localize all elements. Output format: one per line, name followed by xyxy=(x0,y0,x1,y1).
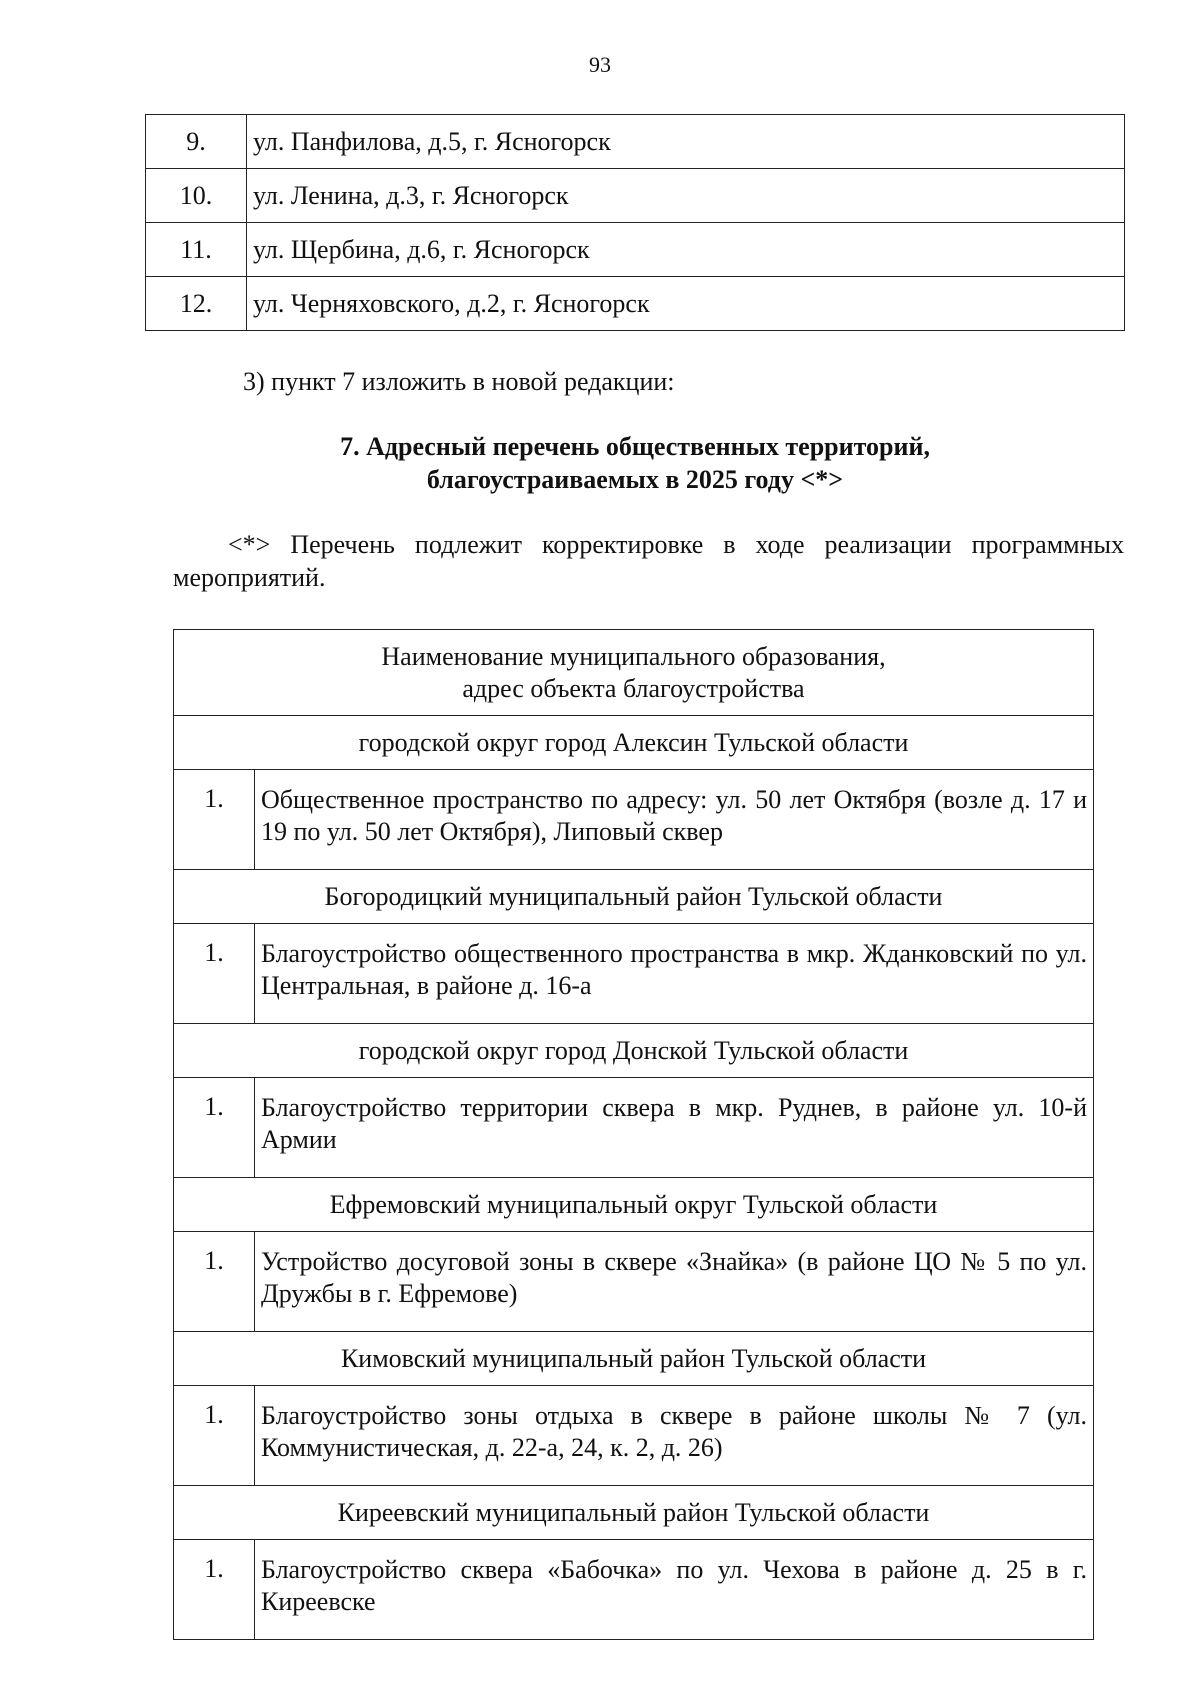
continuation-table xyxy=(145,114,1125,331)
table-row xyxy=(174,1386,1094,1486)
region-row xyxy=(174,870,1094,924)
table-row xyxy=(174,1078,1094,1178)
item-number: 1. xyxy=(174,1540,255,1640)
section-title-line: 7. Адресный перечень общественных территорий, xyxy=(340,432,930,461)
table-header xyxy=(174,630,1094,716)
amendment-text: 3) пункт 7 изложить в новой редакции: xyxy=(243,367,675,396)
table-header-row xyxy=(174,630,1094,716)
item-number: 1. xyxy=(174,1078,255,1178)
item-description: Благоустройство сквера «Бабочка» по ул. Чехова в районе д. 25 в г. Киреевске xyxy=(255,1540,1094,1640)
section-title-line: благоустраиваемых в 2025 году <*> xyxy=(426,465,844,494)
region-name: городской округ город Донской Тульской области xyxy=(174,1024,1094,1078)
row-number: 9. xyxy=(146,115,247,169)
row-number: 10. xyxy=(146,169,247,223)
row-number: 12. xyxy=(146,277,247,331)
footnote-text: <*> Перечень подлежит корректировке в ходе реализации программных мероприятий. xyxy=(173,530,1124,592)
item-description: Устройство досуговой зоны в сквере «Знайка» (в районе ЦО № 5 по ул. Дружбы в г. Ефремове) xyxy=(255,1232,1094,1332)
header-line: Наименование муниципального образования, xyxy=(381,641,886,671)
address-list-table xyxy=(173,629,1094,1640)
table-row xyxy=(174,1540,1094,1640)
table-row xyxy=(146,223,1125,277)
region-row xyxy=(174,1332,1094,1386)
item-description: Общественное пространство по адресу: ул. 50 лет Октября (возле д. 17 и 19 по ул. 50 лет Октября), Липовый сквер xyxy=(255,770,1094,870)
region-row xyxy=(174,1178,1094,1232)
row-address: ул. Черняховского, д.2, г. Ясногорск xyxy=(247,277,1125,331)
table-row xyxy=(146,169,1125,223)
region-row xyxy=(174,716,1094,770)
item-description: Благоустройство территории сквера в мкр. Руднев, в районе ул. 10-й Армии xyxy=(255,1078,1094,1178)
region-name: Богородицкий муниципальный район Тульской области xyxy=(174,870,1094,924)
header-line: адрес объекта благоустройства xyxy=(462,673,805,703)
section-title xyxy=(145,430,1125,496)
region-name: городской округ город Алексин Тульской области xyxy=(174,716,1094,770)
region-name: Кимовский муниципальный район Тульской области xyxy=(174,1332,1094,1386)
region-row xyxy=(174,1486,1094,1540)
region-row xyxy=(174,1024,1094,1078)
page-number: 93 xyxy=(589,52,611,77)
region-name: Ефремовский муниципальный округ Тульской области xyxy=(174,1178,1094,1232)
row-address: ул. Ленина, д.3, г. Ясногорск xyxy=(247,169,1125,223)
row-number: 11. xyxy=(146,223,247,277)
item-number: 1. xyxy=(174,924,255,1024)
item-number: 1. xyxy=(174,1386,255,1486)
item-description: Благоустройство общественного пространства в мкр. Жданковский по ул. Центральная, в районе д. 16-а xyxy=(255,924,1094,1024)
region-name: Киреевский муниципальный район Тульской области xyxy=(174,1486,1094,1540)
item-number: 1. xyxy=(174,1232,255,1332)
table-row xyxy=(146,115,1125,169)
row-address: ул. Щербина, д.6, г. Ясногорск xyxy=(247,223,1125,277)
row-address: ул. Панфилова, д.5, г. Ясногорск xyxy=(247,115,1125,169)
table-row xyxy=(174,924,1094,1024)
table-row xyxy=(174,770,1094,870)
table-row xyxy=(146,277,1125,331)
item-number: 1. xyxy=(174,770,255,870)
table-row xyxy=(174,1232,1094,1332)
item-description: Благоустройство зоны отдыха в сквере в районе школы № 7 (ул. Коммунистическая, д. 22-а, 24, к. 2, д. 26) xyxy=(255,1386,1094,1486)
